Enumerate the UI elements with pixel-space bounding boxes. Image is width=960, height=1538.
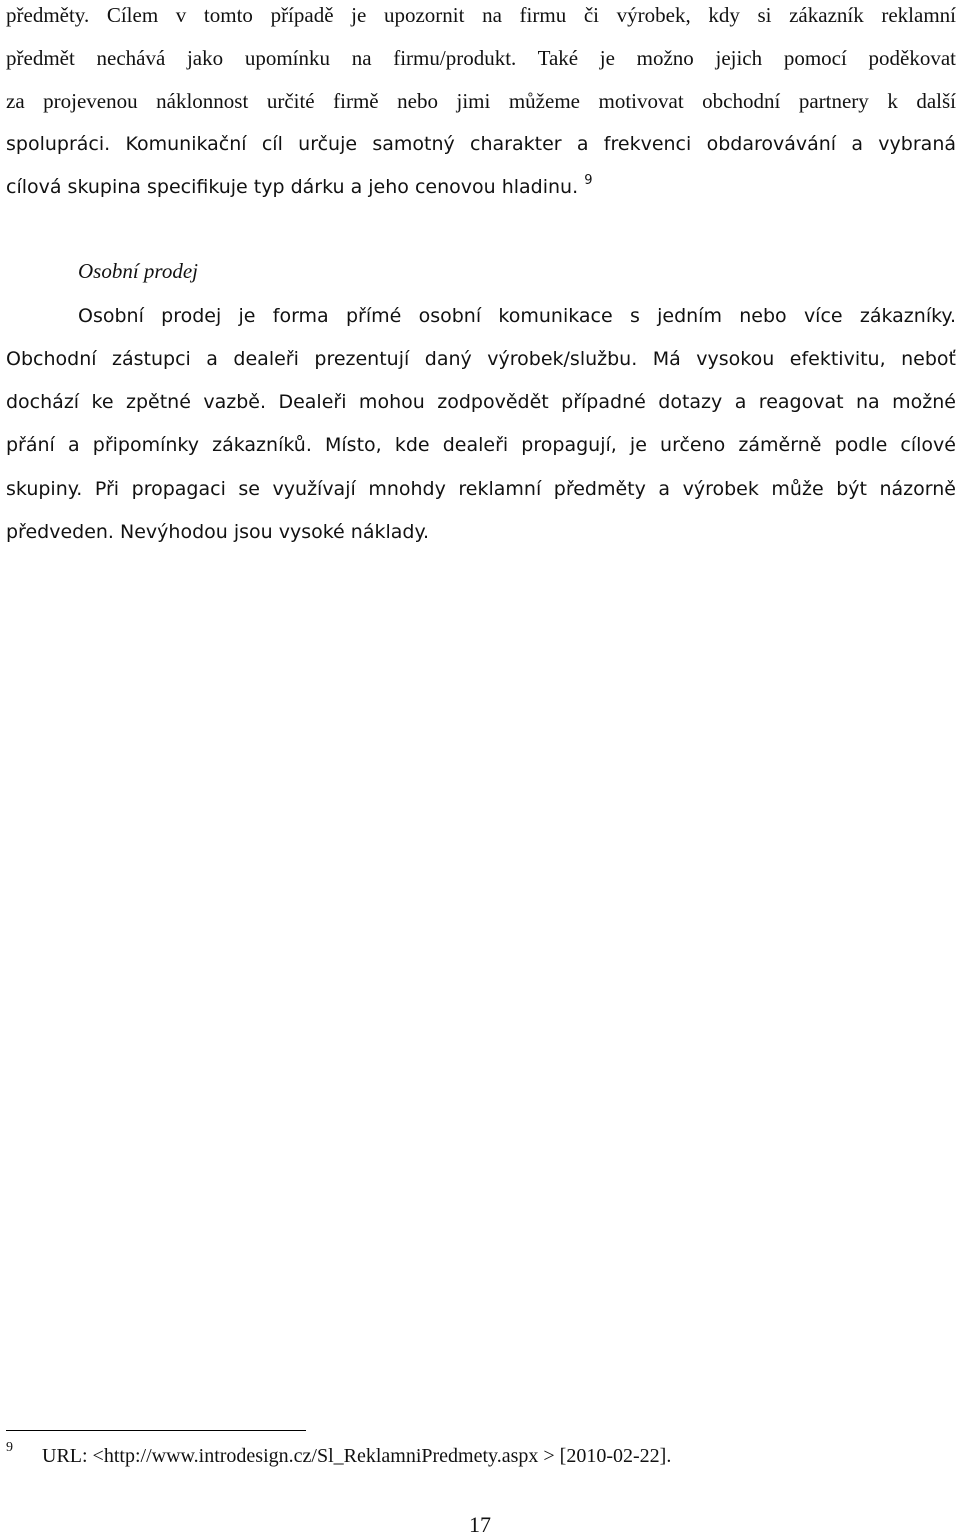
paragraph-line: předmět nechává jako upomínku na firmu/produkt. Také je možno jejich pomocí poděkovat	[6, 46, 956, 70]
footnote-divider	[6, 1430, 306, 1431]
paragraph-line: spolupráci. Komunikační cíl určuje samotný charakter a frekvenci obdarovávání a vybraná	[6, 133, 956, 155]
paragraph-line	[6, 174, 956, 200]
page-number: 17	[469, 1512, 491, 1537]
paragraph-line: přání a připomínky zákazníků. Místo, kde dealeři propagují, je určeno záměrně podle cílové	[6, 434, 956, 456]
paragraph-line: za projevenou náklonnost určité firmě nebo jimi můžeme motivovat obchodní partnery k další	[6, 89, 956, 113]
section-heading: Osobní prodej	[78, 259, 198, 283]
paragraph-line-text: cílová skupina specifikuje typ dárku a jeho cenovou hladinu.	[6, 176, 579, 198]
paragraph-line: dochází ke zpětné vazbě. Dealeři mohou zodpovědět případné dotazy a reagovat na možné	[6, 391, 956, 413]
paragraph-line: Osobní prodej je forma přímé osobní komunikace s jedním nebo více zákazníky.	[78, 305, 956, 327]
paragraph-line: předveden. Nevýhodou jsou vysoké náklady.	[6, 521, 430, 543]
paragraph-line: Obchodní zástupci a dealeři prezentují daný výrobek/službu. Má vysokou efektivitu, neboť	[6, 348, 956, 370]
paragraph-line: skupiny. Při propagaci se využívají mnohdy reklamní předměty a výrobek může být názorně	[6, 478, 956, 500]
footnote-text: URL: <http://www.introdesign.cz/Sl_ReklamniPredmety.aspx > [2010-02-22].	[42, 1445, 672, 1467]
paragraph-line: předměty. Cílem v tomto případě je upozornit na firmu či výrobek, kdy si zákazník reklamní	[6, 3, 956, 27]
footnote-reference[interactable]: 9	[584, 173, 593, 188]
footnote-number: 9	[6, 1440, 13, 1455]
